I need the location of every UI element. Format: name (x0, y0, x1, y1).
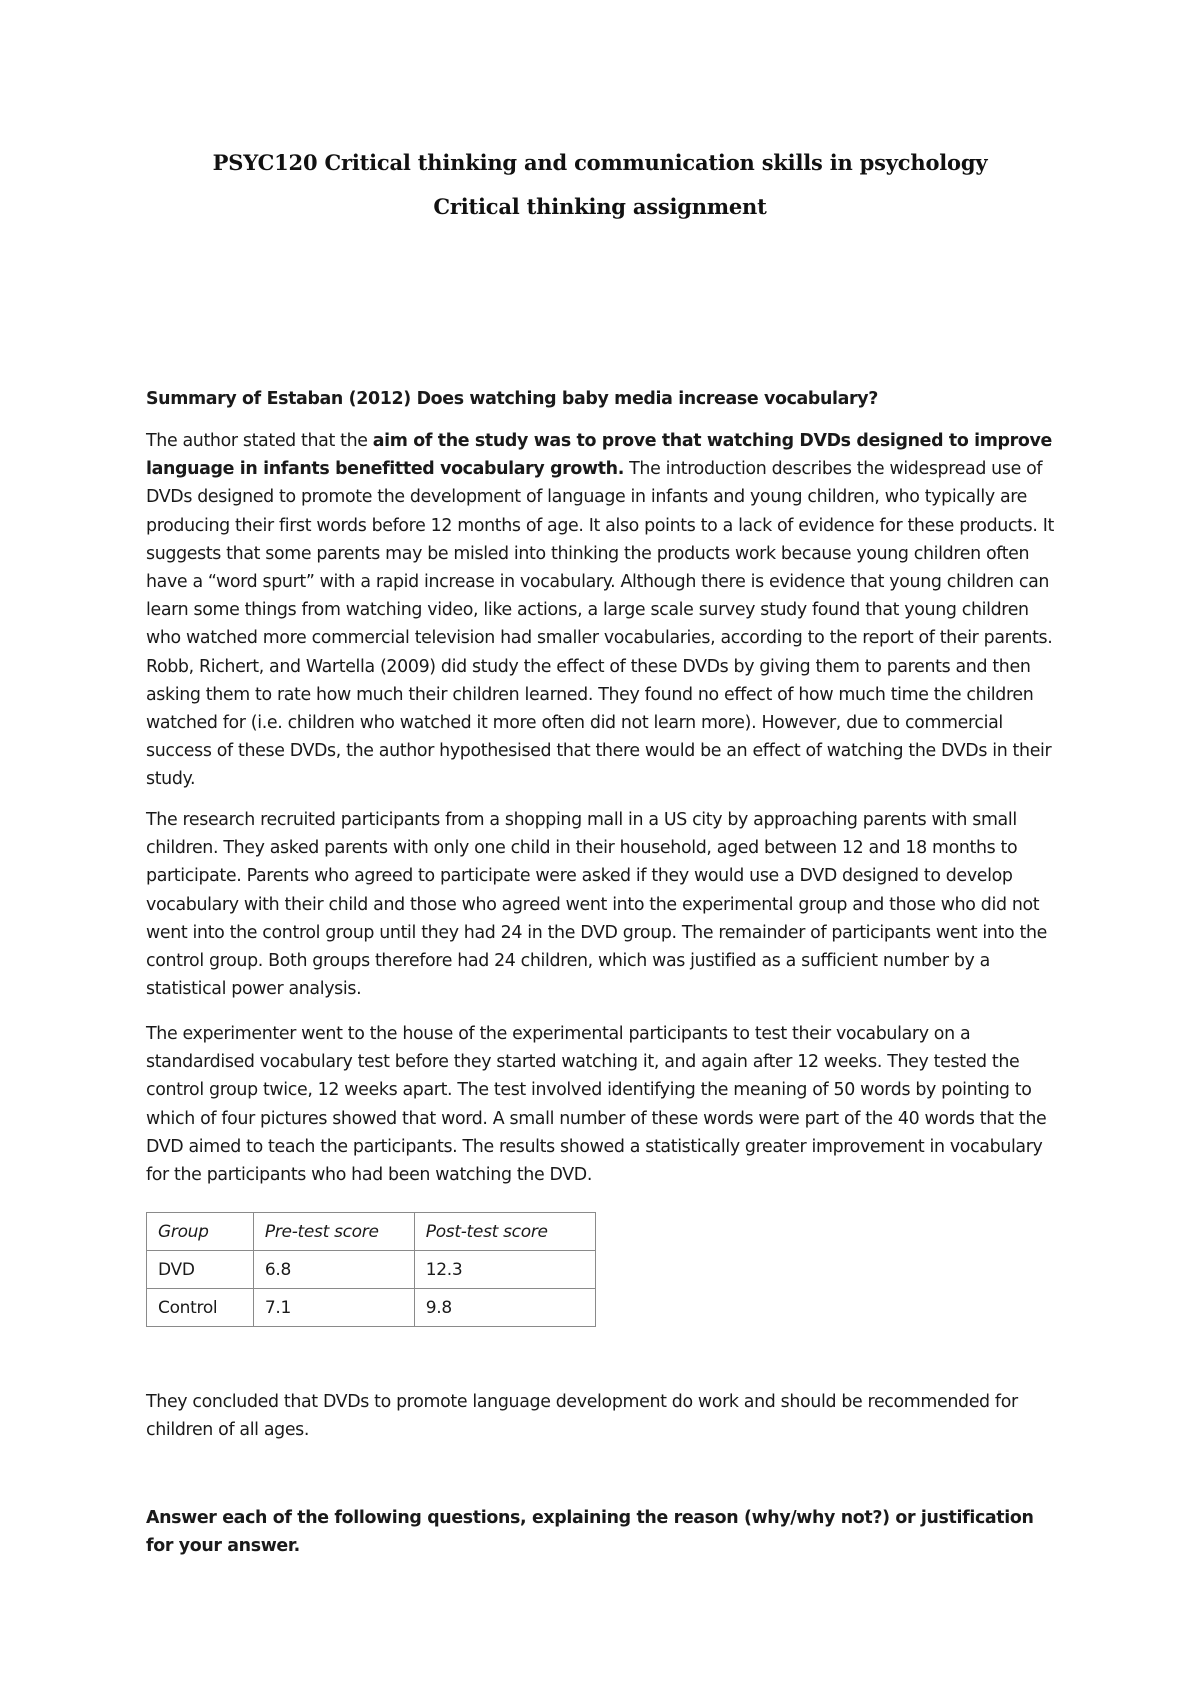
paragraph-lead-text: The author stated that the (146, 431, 373, 451)
table-cell: DVD (147, 1251, 254, 1289)
summary-heading: Summary of Estaban (2012) Does watching baby media increase vocabulary? (146, 389, 878, 409)
summary-paragraph-1 (146, 427, 1064, 794)
conclusion-paragraph: They concluded that DVDs to promote language development do work and should be recommended for children of all ages. (146, 1392, 1018, 1441)
table-cell: 12.3 (414, 1251, 595, 1289)
table-cell: 6.8 (253, 1251, 414, 1289)
table-row (147, 1289, 596, 1327)
table-header-cell: Group (147, 1213, 254, 1251)
study-aim-text: aim of the study was to prove that watching DVDs designed to improve language in infants benefitted vocabulary growth. (146, 431, 1052, 480)
table-cell: Control (147, 1289, 254, 1327)
assignment-title: Critical thinking assignment (433, 194, 767, 219)
table-cell: 7.1 (253, 1289, 414, 1327)
summary-paragraph-2: The research recruited participants from a shopping mall in a US city by approaching parents with small children. They asked parents with only one child in their household, aged between 12 and 18 months to participate. Parents who agreed to participate were asked if they would use a DVD designed to develop vocabulary with their child and those who agreed went into the experimental group and those who did not went into the control group until they had 24 in the DVD group. The remainder of participants went into the control group. Both groups therefore had 24 children, which was justified as a sufficient number by a statistical power analysis. (146, 810, 1048, 1000)
summary-paragraph-3: The experimenter went to the house of the experimental participants to test their vocabulary on a standardised vocabulary test before they started watching it, and again after 12 weeks. They tested the control group twice, 12 weeks apart. The test involved identifying the meaning of 50 words by pointing to which of four pictures showed that word. A small number of these words were part of the 40 words that the DVD aimed to teach the participants. The results showed a statistically greater improvement in vocabulary for the participants who had been watching the DVD. (146, 1024, 1047, 1186)
course-title: PSYC120 Critical thinking and communication skills in psychology (212, 150, 988, 175)
table-header-cell: Post-test score (414, 1213, 595, 1251)
table-header-row (147, 1213, 596, 1251)
table-header-cell: Pre-test score (253, 1213, 414, 1251)
instructions-paragraph: Answer each of the following questions, explaining the reason (why/why not?) or justification for your answer. (146, 1508, 1034, 1557)
table-cell: 9.8 (414, 1289, 595, 1327)
table-row (147, 1251, 596, 1289)
paragraph-body-text: The introduction describes the widespread use of DVDs designed to promote the development of language in infants and young children, who typically are producing their first words before 12 months of age. It also points to a lack of evidence for these products. It suggests that some parents may be misled into thinking the products work because young children often have a “word spurt” with a rapid increase in vocabulary. Although there is evidence that young children can learn some things from watching video, like actions, a large scale survey study found that young children who watched more commercial television had smaller vocabularies, according to the report of their parents. Robb, Richert, and Wartella (2009) did study the effect of these DVDs by giving them to parents and then asking them to rate how much their children learned. They found no effect of how much time the children watched for (i.e. children who watched it more often did not learn more). However, due to commercial success of these DVDs, the author hypothesised that there would be an effect of watching the DVDs in their study. (146, 459, 1054, 790)
results-table (146, 1212, 596, 1327)
